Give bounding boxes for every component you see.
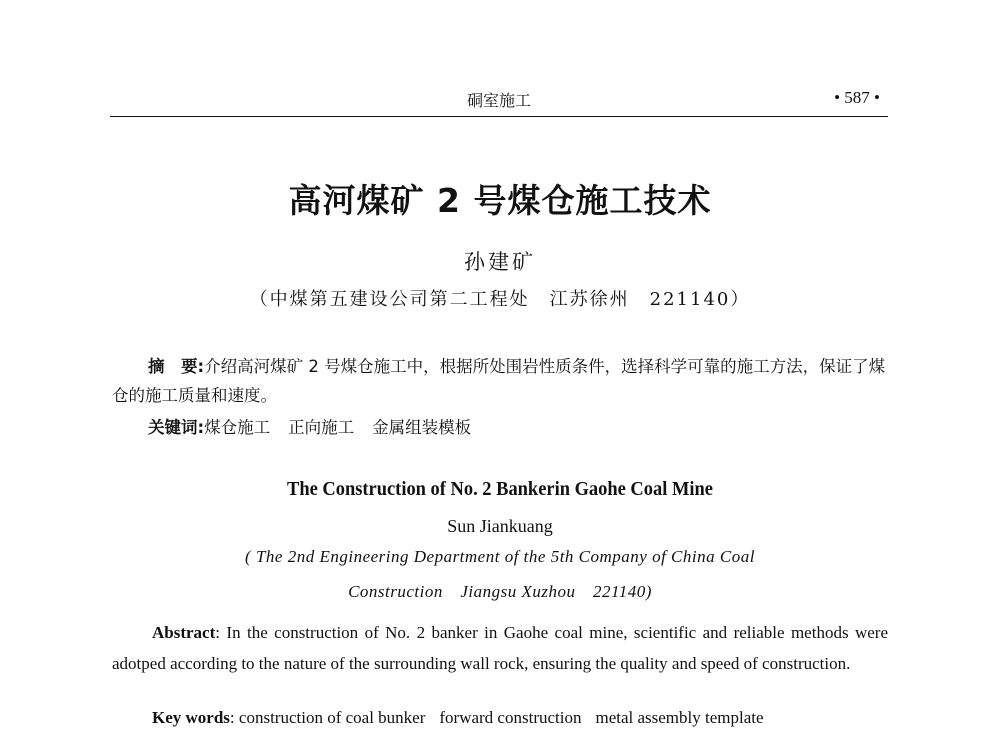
chinese-keywords-label: 关键词: — [148, 418, 205, 437]
english-author: Sun Jiankuang — [447, 516, 553, 536]
english-abstract-label: Abstract — [152, 623, 216, 642]
english-keywords — [152, 708, 888, 728]
english-title: The Construction of No. 2 Bankerin Gaohe Coal Mine — [287, 478, 713, 500]
page-number: • 587 • — [834, 88, 880, 107]
english-affiliation-line2: Construction Jiangsu Xuzhou 221140) — [348, 582, 652, 601]
chinese-abstract — [112, 352, 888, 410]
chinese-title: 高河煤矿 2 号煤仓施工技术 — [288, 181, 712, 220]
chinese-abstract-label: 摘 要: — [148, 357, 205, 376]
chinese-keywords — [148, 414, 888, 438]
running-header — [110, 86, 888, 117]
english-abstract-separator: : — [215, 623, 220, 642]
chinese-keyword: 煤仓施工 — [204, 418, 271, 437]
english-keyword: forward construction — [439, 708, 582, 727]
chinese-keyword: 金属组装模板 — [372, 418, 472, 437]
chinese-abstract-text: 介绍高河煤矿 2 号煤仓施工中，根据所处围岩性质条件，选择科学可靠的施工方法，保证了煤仓的施工质量和速度。 — [112, 357, 886, 405]
chinese-author: 孙建矿 — [464, 250, 536, 274]
chinese-keyword: 正向施工 — [288, 418, 355, 437]
english-keywords-label: Key words — [152, 708, 230, 727]
english-abstract — [112, 617, 888, 679]
english-keywords-separator: : — [229, 708, 235, 727]
english-keyword: metal assembly template — [595, 708, 764, 727]
chinese-affiliation: （中煤第五建设公司第二工程处 江苏徐州 221140） — [249, 289, 751, 310]
section-name: 硐室施工 — [466, 91, 531, 110]
english-keyword: construction of coal bunker — [238, 708, 426, 727]
english-affiliation-line1: ( The 2nd Engineering Department of the 5th Company of China Coal — [245, 547, 755, 566]
english-abstract-text: In the construction of No. 2 banker in Gaohe coal mine, scientific and reliable methods were adotped according to the nature of the surrounding wall rock, ensuring the quality and speed of construction. — [112, 623, 888, 673]
